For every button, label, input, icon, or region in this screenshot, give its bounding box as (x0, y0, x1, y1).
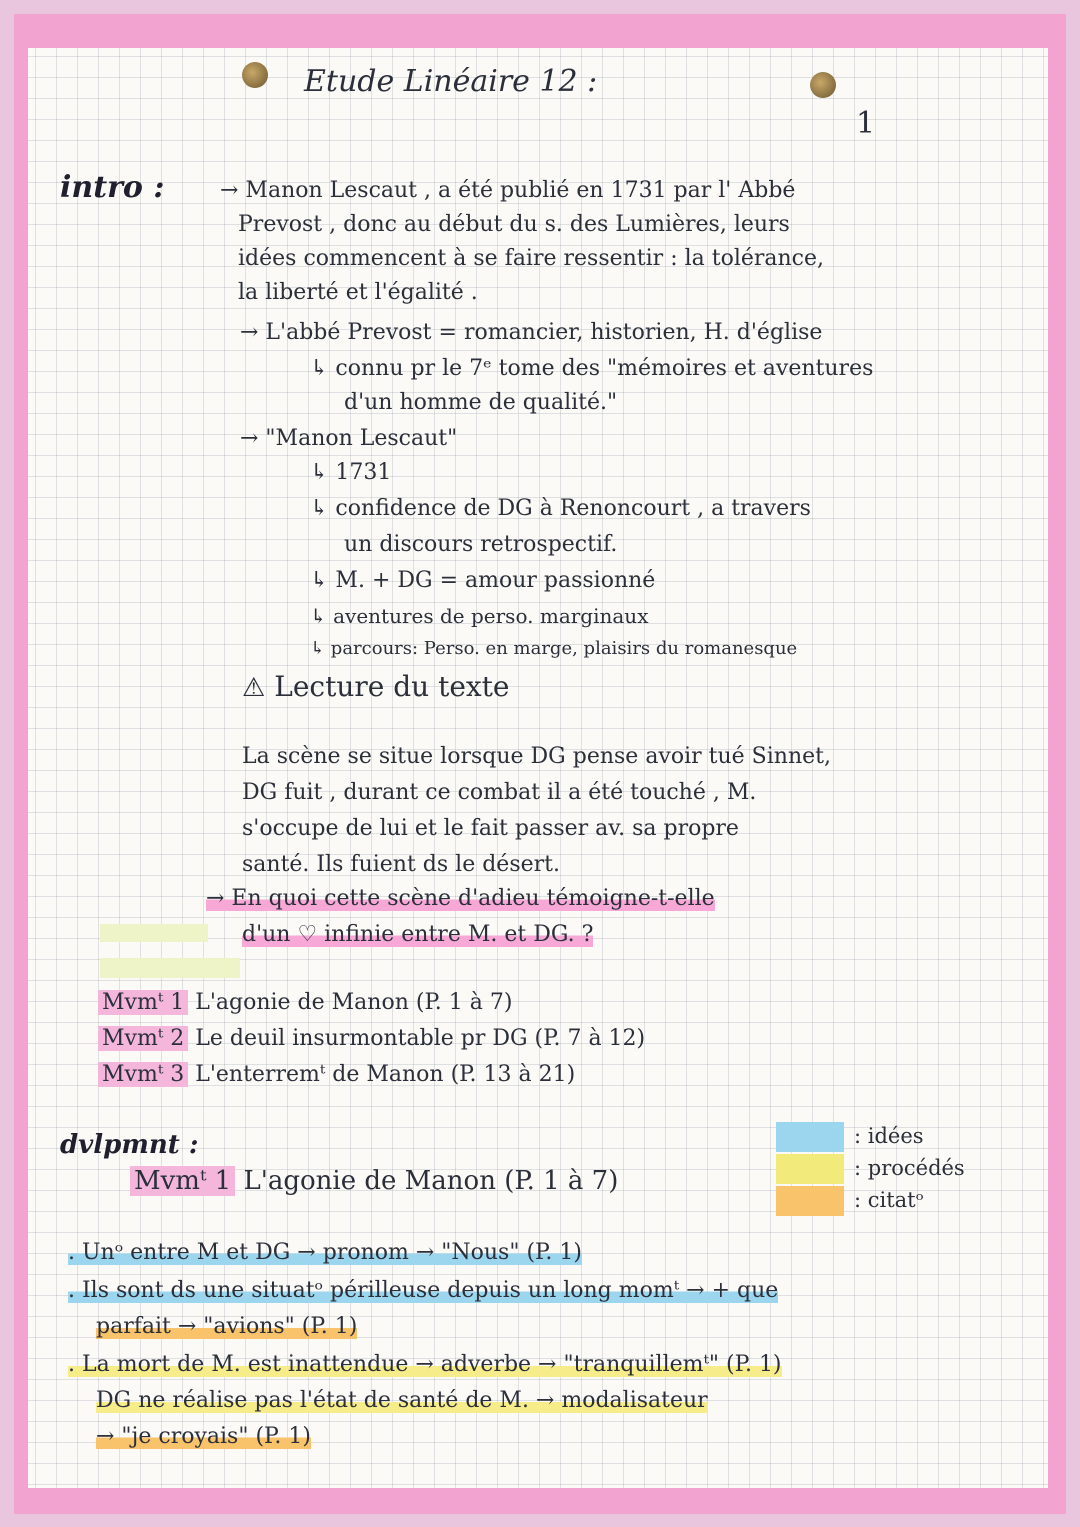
analysis-line (96, 1314, 357, 1339)
legend-swatch-ideas (776, 1122, 844, 1152)
reading-heading (242, 670, 510, 703)
intro-line: → L'abbé Prevost = romancier, historien, H. d'église (240, 320, 823, 345)
notebook-page (14, 14, 1066, 1514)
problem-question-line: d'un ♡ infinie entre M. et DG. ? (242, 922, 594, 947)
analysis-line (96, 1424, 311, 1449)
analysis-line (96, 1388, 708, 1413)
situation-line: s'occupe de lui et le fait passer av. sa propre (242, 816, 739, 841)
situation-line: santé. Ils fuient ds le désert. (242, 852, 560, 877)
legend-label: : citatᵒ (854, 1188, 924, 1212)
intro-line: d'un homme de qualité." (344, 390, 618, 415)
situation-line: La scène se situe lorsque DG pense avoir tué Sinnet, (242, 744, 831, 769)
analysis-text: . Ils sont ds une situatᵒ périlleuse depuis un long momᵗ → + que (68, 1278, 779, 1303)
situation-line: DG fuit , durant ce combat il a été touché , M. (242, 780, 757, 805)
intro-line: idées commencent à se faire ressentir : la tolérance, (238, 246, 825, 271)
development-heading-text: L'agonie de Manon (P. 1 à 7) (243, 1166, 619, 1196)
legend-swatch-procedes (776, 1154, 844, 1184)
legend-label: : procédés (854, 1156, 965, 1180)
movement-text: L'enterremᵗ de Manon (P. 13 à 21) (195, 1062, 576, 1087)
intro-line: ↳ 1731 (310, 460, 392, 485)
intro-line: la liberté et l'égalité . (238, 280, 478, 305)
movement-row (98, 990, 512, 1015)
intro-line: ↳ confidence de DG à Renoncourt , a travers (310, 496, 811, 521)
movement-tag: Mvmᵗ 1 (98, 990, 188, 1015)
movement-tag: Mvmᵗ 3 (98, 1062, 188, 1087)
movement-row (98, 1026, 645, 1051)
intro-line: → Manon Lescaut , a été publié en 1731 par l' Abbé (220, 178, 796, 203)
pink-margin-bottom (14, 1488, 1066, 1514)
analysis-text: DG ne réalise pas l'état de santé de M. → modalisateur (96, 1388, 708, 1413)
analysis-line (68, 1352, 782, 1377)
intro-label: intro : (60, 170, 165, 205)
page-title: Etude Linéaire 12 : (304, 64, 598, 99)
highlight-mark (100, 958, 240, 978)
development-label: dvlpmnt : (60, 1130, 199, 1160)
movement-tag: Mvmᵗ 1 (130, 1166, 235, 1196)
analysis-text: → "je croyais" (P. 1) (96, 1424, 311, 1449)
pink-margin-top (14, 14, 1066, 48)
intro-line: ↳ parcours: Perso. en marge, plaisirs du romanesque (310, 638, 798, 659)
pink-margin-left (14, 14, 28, 1514)
analysis-text: . Unᵒ entre M et DG → pronom → "Nous" (P. 1) (68, 1240, 582, 1265)
movement-tag: Mvmᵗ 2 (98, 1026, 188, 1051)
intro-line: un discours retrospectif. (344, 532, 618, 557)
warning-icon: ⚠ (242, 673, 266, 703)
intro-line: ↳ aventures de perso. marginaux (310, 604, 649, 628)
movement-row (98, 1062, 575, 1087)
analysis-line (68, 1240, 582, 1265)
binder-hole-right (810, 72, 836, 98)
movement-text: Le deuil insurmontable pr DG (P. 7 à 12) (195, 1026, 646, 1051)
problem-question (242, 922, 593, 947)
intro-line: → "Manon Lescaut" (240, 426, 458, 451)
intro-line: ↳ connu pr le 7ᵉ tome des "mémoires et aventures (310, 356, 874, 381)
legend-label: : idées (854, 1124, 924, 1148)
analysis-line (68, 1278, 778, 1303)
binder-hole-left (242, 62, 268, 88)
development-heading (130, 1166, 618, 1196)
page-number: 1 (856, 106, 876, 141)
problem-question-line: → En quoi cette scène d'adieu témoigne-t-elle (206, 886, 715, 911)
highlight-mark (100, 924, 208, 942)
legend-swatch-citation (776, 1186, 844, 1216)
movement-text: L'agonie de Manon (P. 1 à 7) (195, 990, 513, 1015)
reading-heading-text: Lecture du texte (274, 670, 510, 703)
problem-question (206, 886, 715, 911)
intro-line: Prevost , donc au début du s. des Lumières, leurs (238, 212, 790, 237)
pink-margin-right (1048, 14, 1066, 1514)
analysis-text: . La mort de M. est inattendue → adverbe → "tranquillemᵗ" (P. 1) (68, 1352, 782, 1377)
analysis-text: parfait → "avions" (P. 1) (96, 1314, 358, 1339)
intro-line: ↳ M. + DG = amour passionné (310, 568, 656, 593)
